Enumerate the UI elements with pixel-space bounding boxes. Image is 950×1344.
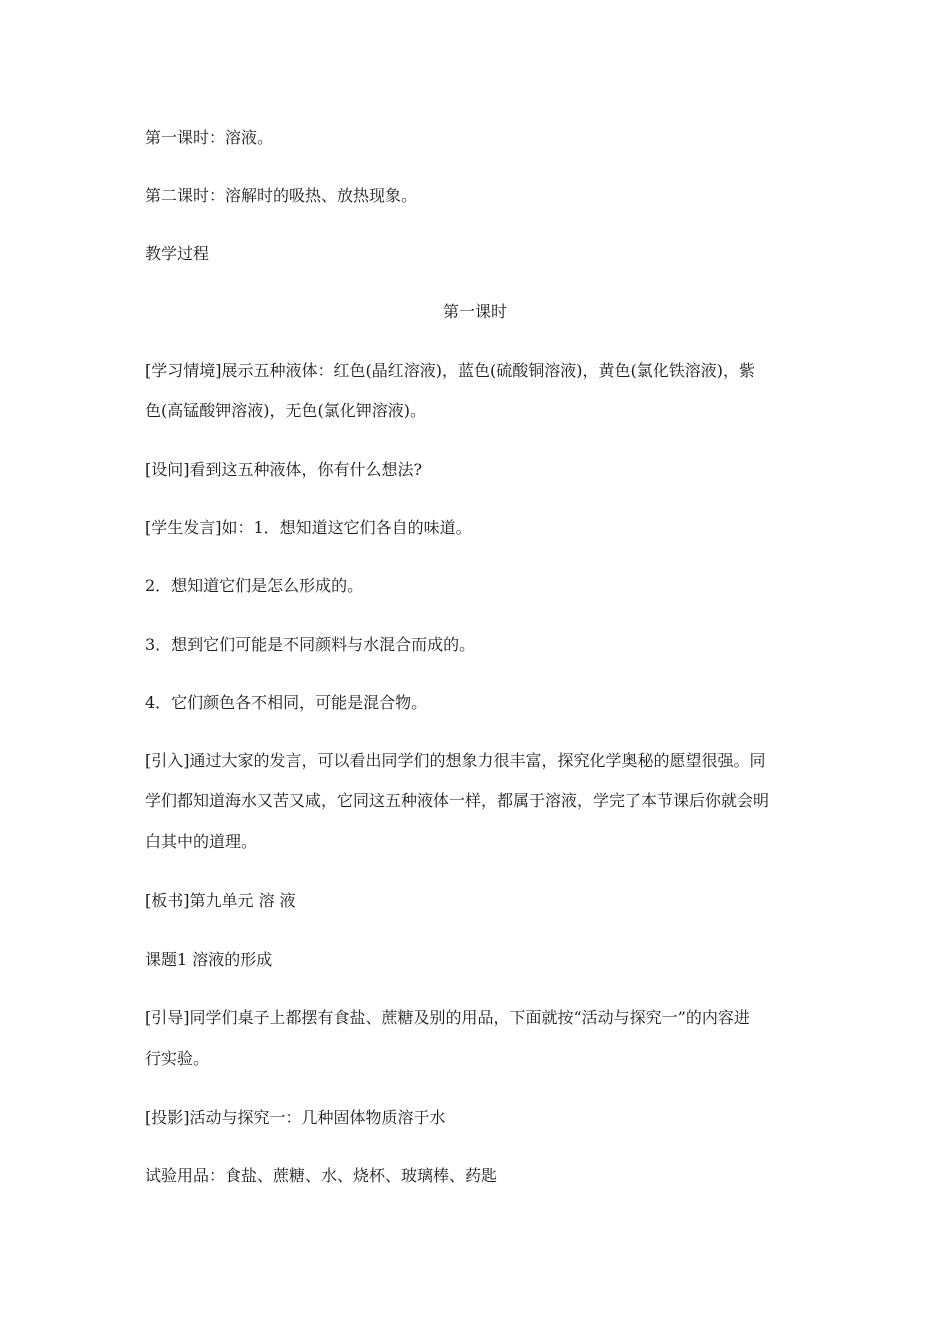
paragraph-introduction-line-3: 白其中的道理。 [145, 832, 258, 851]
paragraph-lesson-two: 第二课时：溶解时的吸热、放热现象。 [145, 186, 418, 205]
paragraph-board-writing: [板书]第九单元 溶 液 [145, 891, 296, 910]
paragraph-introduction-line-1: [引入]通过大家的发言，可以看出同学们的想象力很丰富，探究化学奥秘的愿望很强。同 [145, 751, 766, 770]
paragraph-lesson-one: 第一课时：溶液。 [145, 128, 274, 147]
paragraph-student-remark: [学生发言]如：1．想知道这它们各自的味道。 [145, 518, 472, 537]
paragraph-projection: [投影]活动与探究一：几种固体物质溶于水 [145, 1108, 446, 1127]
paragraph-topic-title: 课题1 溶液的形成 [145, 950, 273, 969]
section-heading-teaching-process: 教学过程 [145, 244, 210, 263]
section-title-first-lesson: 第一课时 [442, 302, 507, 321]
list-item-3: 3．想到它们可能是不同颜料与水混合而成的。 [145, 635, 476, 654]
paragraph-guidance-line-1: [引导]同学们桌子上都摆有食盐、蔗糖及别的用品，下面就按“活动与探究一”的内容进 [145, 1008, 750, 1027]
paragraph-learning-context-line-2: 色(高锰酸钾溶液)，无色(氯化钾溶液)。 [145, 401, 426, 420]
paragraph-introduction-line-2: 学们都知道海水又苦又咸，它同这五种液体一样，都属于溶液，学完了本节课后你就会明 [145, 791, 770, 810]
list-item-4: 4．它们颜色各不相同，可能是混合物。 [145, 693, 428, 712]
paragraph-question: [设问]看到这五种液体，你有什么想法? [145, 460, 423, 479]
paragraph-materials: 试验用品：食盐、蔗糖、水、烧杯、玻璃棒、药匙 [145, 1166, 498, 1185]
paragraph-learning-context-line-1: [学习情境]展示五种液体：红色(晶红溶液)，蓝色(硫酸铜溶液)，黄色(氯化铁溶液)，紫 [145, 361, 755, 380]
list-item-2: 2．想知道它们是怎么形成的。 [145, 576, 364, 595]
paragraph-guidance-line-2: 行实验。 [145, 1049, 210, 1068]
